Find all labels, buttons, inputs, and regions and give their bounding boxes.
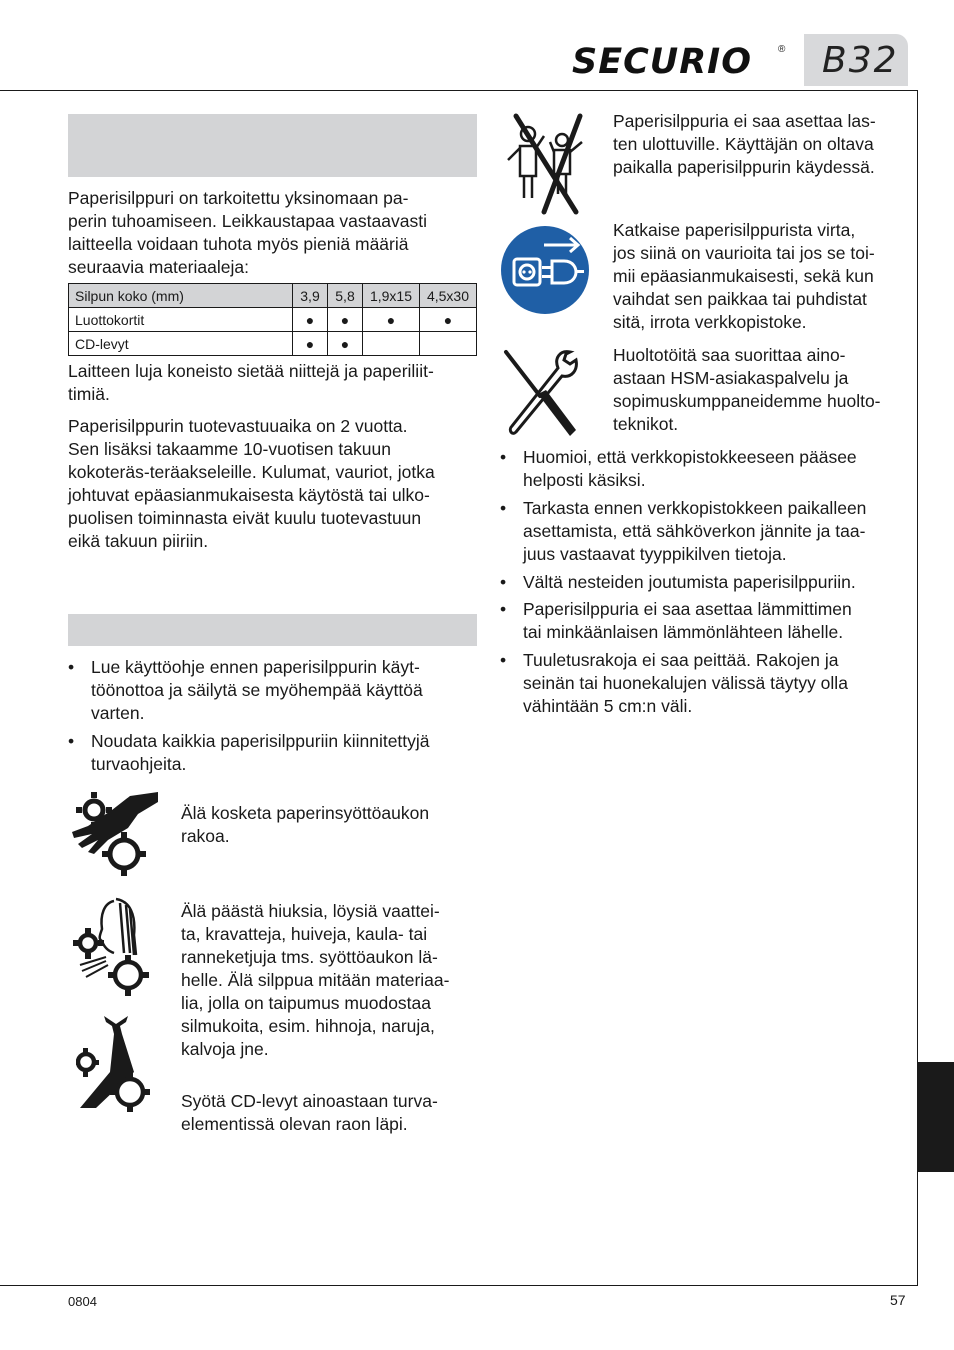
warranty-paragraph bbox=[68, 415, 435, 553]
bullet-mark: • bbox=[68, 731, 75, 751]
unplug-warning-text bbox=[613, 219, 875, 334]
warranty-line: Paperisilppurin tuotevastuuaika on 2 vuotta. bbox=[68, 416, 408, 436]
warranty-line: eikä takuun piiriin. bbox=[68, 531, 209, 551]
intro-line: Paperisilppuri on tarkoitettu yksinomaan pa- bbox=[68, 188, 409, 208]
intro-line: perin tuhoamiseen. Leikkaustapaa vastaavasti bbox=[68, 211, 427, 231]
bullet-line: Vältä nesteiden joutumista paperisilppuriin. bbox=[523, 572, 856, 592]
unplug-icon bbox=[500, 225, 590, 315]
warranty-line: kokoteräs-teräakseleille. Kulumat, vauriot, jotka bbox=[68, 462, 435, 482]
bullet-line: Tarkasta ennen verkkopistokkeen paikalleen bbox=[523, 498, 867, 518]
staples-paragraph bbox=[68, 360, 434, 406]
list-item bbox=[68, 656, 478, 726]
unplug-warning-line: Katkaise paperisilppurista virta, bbox=[613, 220, 856, 240]
bullet-mark: • bbox=[500, 599, 507, 619]
bullet-mark: • bbox=[68, 657, 75, 677]
bullet-line: Paperisilppuria ei saa asettaa lämmittimen bbox=[523, 599, 852, 619]
bullet-mark: • bbox=[500, 498, 507, 518]
service-line: astaan HSM-asiakaspalvelu ja bbox=[613, 368, 849, 388]
hair-warning-line: Älä päästä hiuksia, löysiä vaattei- bbox=[181, 901, 440, 921]
table-header-cell: 4,5x30 bbox=[420, 284, 477, 308]
tie-gears-icon bbox=[76, 1012, 160, 1112]
service-line: Huoltotöitä saa suorittaa aino- bbox=[613, 345, 846, 365]
table-cell: ● bbox=[293, 308, 328, 332]
table-cell: CD-levyt bbox=[69, 332, 293, 356]
staples-line: timiä. bbox=[68, 384, 110, 404]
section-header-usage bbox=[68, 114, 477, 177]
cd-warning-line: elementissä olevan raon läpi. bbox=[181, 1114, 408, 1134]
brand-logo: SECURIO bbox=[572, 42, 752, 82]
page-number: 57 bbox=[890, 1292, 906, 1308]
table-cell bbox=[363, 332, 420, 356]
materials-table bbox=[68, 283, 477, 356]
children-warning-line: Paperisilppuria ei saa asettaa las- bbox=[613, 111, 876, 131]
staples-line: Laitteen luja koneisto sietää niittejä ja paperiliit- bbox=[68, 361, 434, 381]
table-cell: ● bbox=[328, 308, 363, 332]
warranty-line: Sen lisäksi takaamme 10-vuotisen takuun bbox=[68, 439, 391, 459]
children-warning-line: ten ulottuville. Käyttäjän on oltava bbox=[613, 134, 874, 154]
bullet-line: seinän tai huonekalujen välissä täytyy olla bbox=[523, 673, 848, 693]
hand-gears-icon bbox=[68, 788, 162, 878]
table-cell: ● bbox=[328, 332, 363, 356]
hair-warning-line: ranneketjuja tms. syöttöaukon lä- bbox=[181, 947, 438, 967]
table-header-cell: Silpun koko (mm) bbox=[69, 284, 293, 308]
bullet-mark: • bbox=[500, 447, 507, 467]
table-cell bbox=[420, 332, 477, 356]
hair-warning-line: kalvoja jne. bbox=[181, 1039, 269, 1059]
bullet-line: Noudata kaikkia paperisilppuriin kiinnitettyjä bbox=[91, 731, 430, 751]
hair-warning-text bbox=[181, 900, 449, 1061]
bullet-line: töönottoa ja säilytä se myöhempää käyttöä bbox=[91, 680, 423, 700]
list-item bbox=[500, 497, 910, 567]
hair-warning-line: ta, kravatteja, huiveja, kaula- tai bbox=[181, 924, 428, 944]
registered-mark: ® bbox=[778, 44, 786, 55]
warranty-line: puolisen toiminnasta eivät kuulu tuotevastuun bbox=[68, 508, 422, 528]
bullet-line: turvaohjeita. bbox=[91, 754, 187, 774]
no-children-icon bbox=[500, 112, 592, 216]
bullet-line: Tuuletusrakoja ei saa peittää. Rakojen ja bbox=[523, 650, 839, 670]
bullet-line: asettamista, että sähköverkon jännite ja taa- bbox=[523, 521, 866, 541]
bullet-line: varten. bbox=[91, 703, 145, 723]
bullet-line: vähintään 5 cm:n väli. bbox=[523, 696, 693, 716]
unplug-warning-line: jos siinä on vaurioita tai jos se toi- bbox=[613, 243, 875, 263]
section-tab bbox=[918, 1062, 954, 1172]
bullet-line: Huomioi, että verkkopistokkeeseen pääsee bbox=[523, 447, 857, 467]
section-header-safety bbox=[68, 614, 477, 646]
service-text bbox=[613, 344, 881, 436]
unplug-warning-line: vaihdat sen paikkaa tai puhdistat bbox=[613, 289, 867, 309]
unplug-warning-line: sitä, irrota verkkopistoke. bbox=[613, 312, 807, 332]
table-cell: ● bbox=[363, 308, 420, 332]
hair-warning-line: helle. Älä silppua mitään materiaa- bbox=[181, 970, 450, 990]
service-line: teknikot. bbox=[613, 414, 679, 434]
service-line: sopimuskumppaneidemme huolto- bbox=[613, 391, 881, 411]
hand-warning-line: Älä kosketa paperinsyöttöaukon bbox=[181, 803, 430, 823]
hand-warning-text bbox=[181, 802, 429, 848]
intro-paragraph bbox=[68, 187, 427, 279]
cd-warning-text bbox=[181, 1090, 438, 1136]
list-item bbox=[500, 598, 910, 646]
table-cell: ● bbox=[420, 308, 477, 332]
service-tools-icon bbox=[500, 346, 580, 440]
list-item bbox=[500, 649, 910, 719]
table-row bbox=[69, 308, 477, 332]
table-row bbox=[69, 332, 477, 356]
footer-code: 0804 bbox=[68, 1294, 97, 1309]
bullet-line: helposti käsiksi. bbox=[523, 470, 646, 490]
children-warning-line: paikalla paperisilppurin käydessä. bbox=[613, 157, 875, 177]
hand-warning-line: rakoa. bbox=[181, 826, 230, 846]
children-warning-text bbox=[613, 110, 876, 179]
hair-warning-line: silmukoita, esim. hihnoja, naruja, bbox=[181, 1016, 435, 1036]
table-header-cell: 1,9x15 bbox=[363, 284, 420, 308]
unplug-warning-line: mii epäasianmukaisesti, sekä kun bbox=[613, 266, 874, 286]
list-item bbox=[500, 571, 910, 595]
table-header-cell: 5,8 bbox=[328, 284, 363, 308]
list-item bbox=[68, 730, 478, 778]
warranty-line: johtuvat epäasianmukaisesta käytöstä tai ulko- bbox=[68, 485, 430, 505]
intro-line: seuraavia materiaaleja: bbox=[68, 257, 249, 277]
intro-line: laitteella voidaan tuhota myös pieniä määriä bbox=[68, 234, 409, 254]
bullet-line: tai minkäänlaisen lämmönlähteen lähelle. bbox=[523, 622, 844, 642]
bullet-line: juus vastaavat tyyppikilven tietoja. bbox=[523, 544, 787, 564]
top-rule bbox=[0, 90, 918, 91]
hair-warning-line: lia, jolla on taipumus muodostaa bbox=[181, 993, 432, 1013]
bullet-line: Lue käyttöohje ennen paperisilppurin käyt- bbox=[91, 657, 420, 677]
hair-gears-icon bbox=[70, 895, 160, 1000]
model-name: B32 bbox=[822, 40, 899, 81]
cd-warning-line: Syötä CD-levyt ainoastaan turva- bbox=[181, 1091, 438, 1111]
bullet-mark: • bbox=[500, 572, 507, 592]
table-header-cell: 3,9 bbox=[293, 284, 328, 308]
table-cell: Luottokortit bbox=[69, 308, 293, 332]
table-cell: ● bbox=[293, 332, 328, 356]
list-item bbox=[500, 446, 910, 494]
table-header-row bbox=[69, 284, 477, 308]
bullet-mark: • bbox=[500, 650, 507, 670]
bottom-rule bbox=[0, 1285, 918, 1286]
